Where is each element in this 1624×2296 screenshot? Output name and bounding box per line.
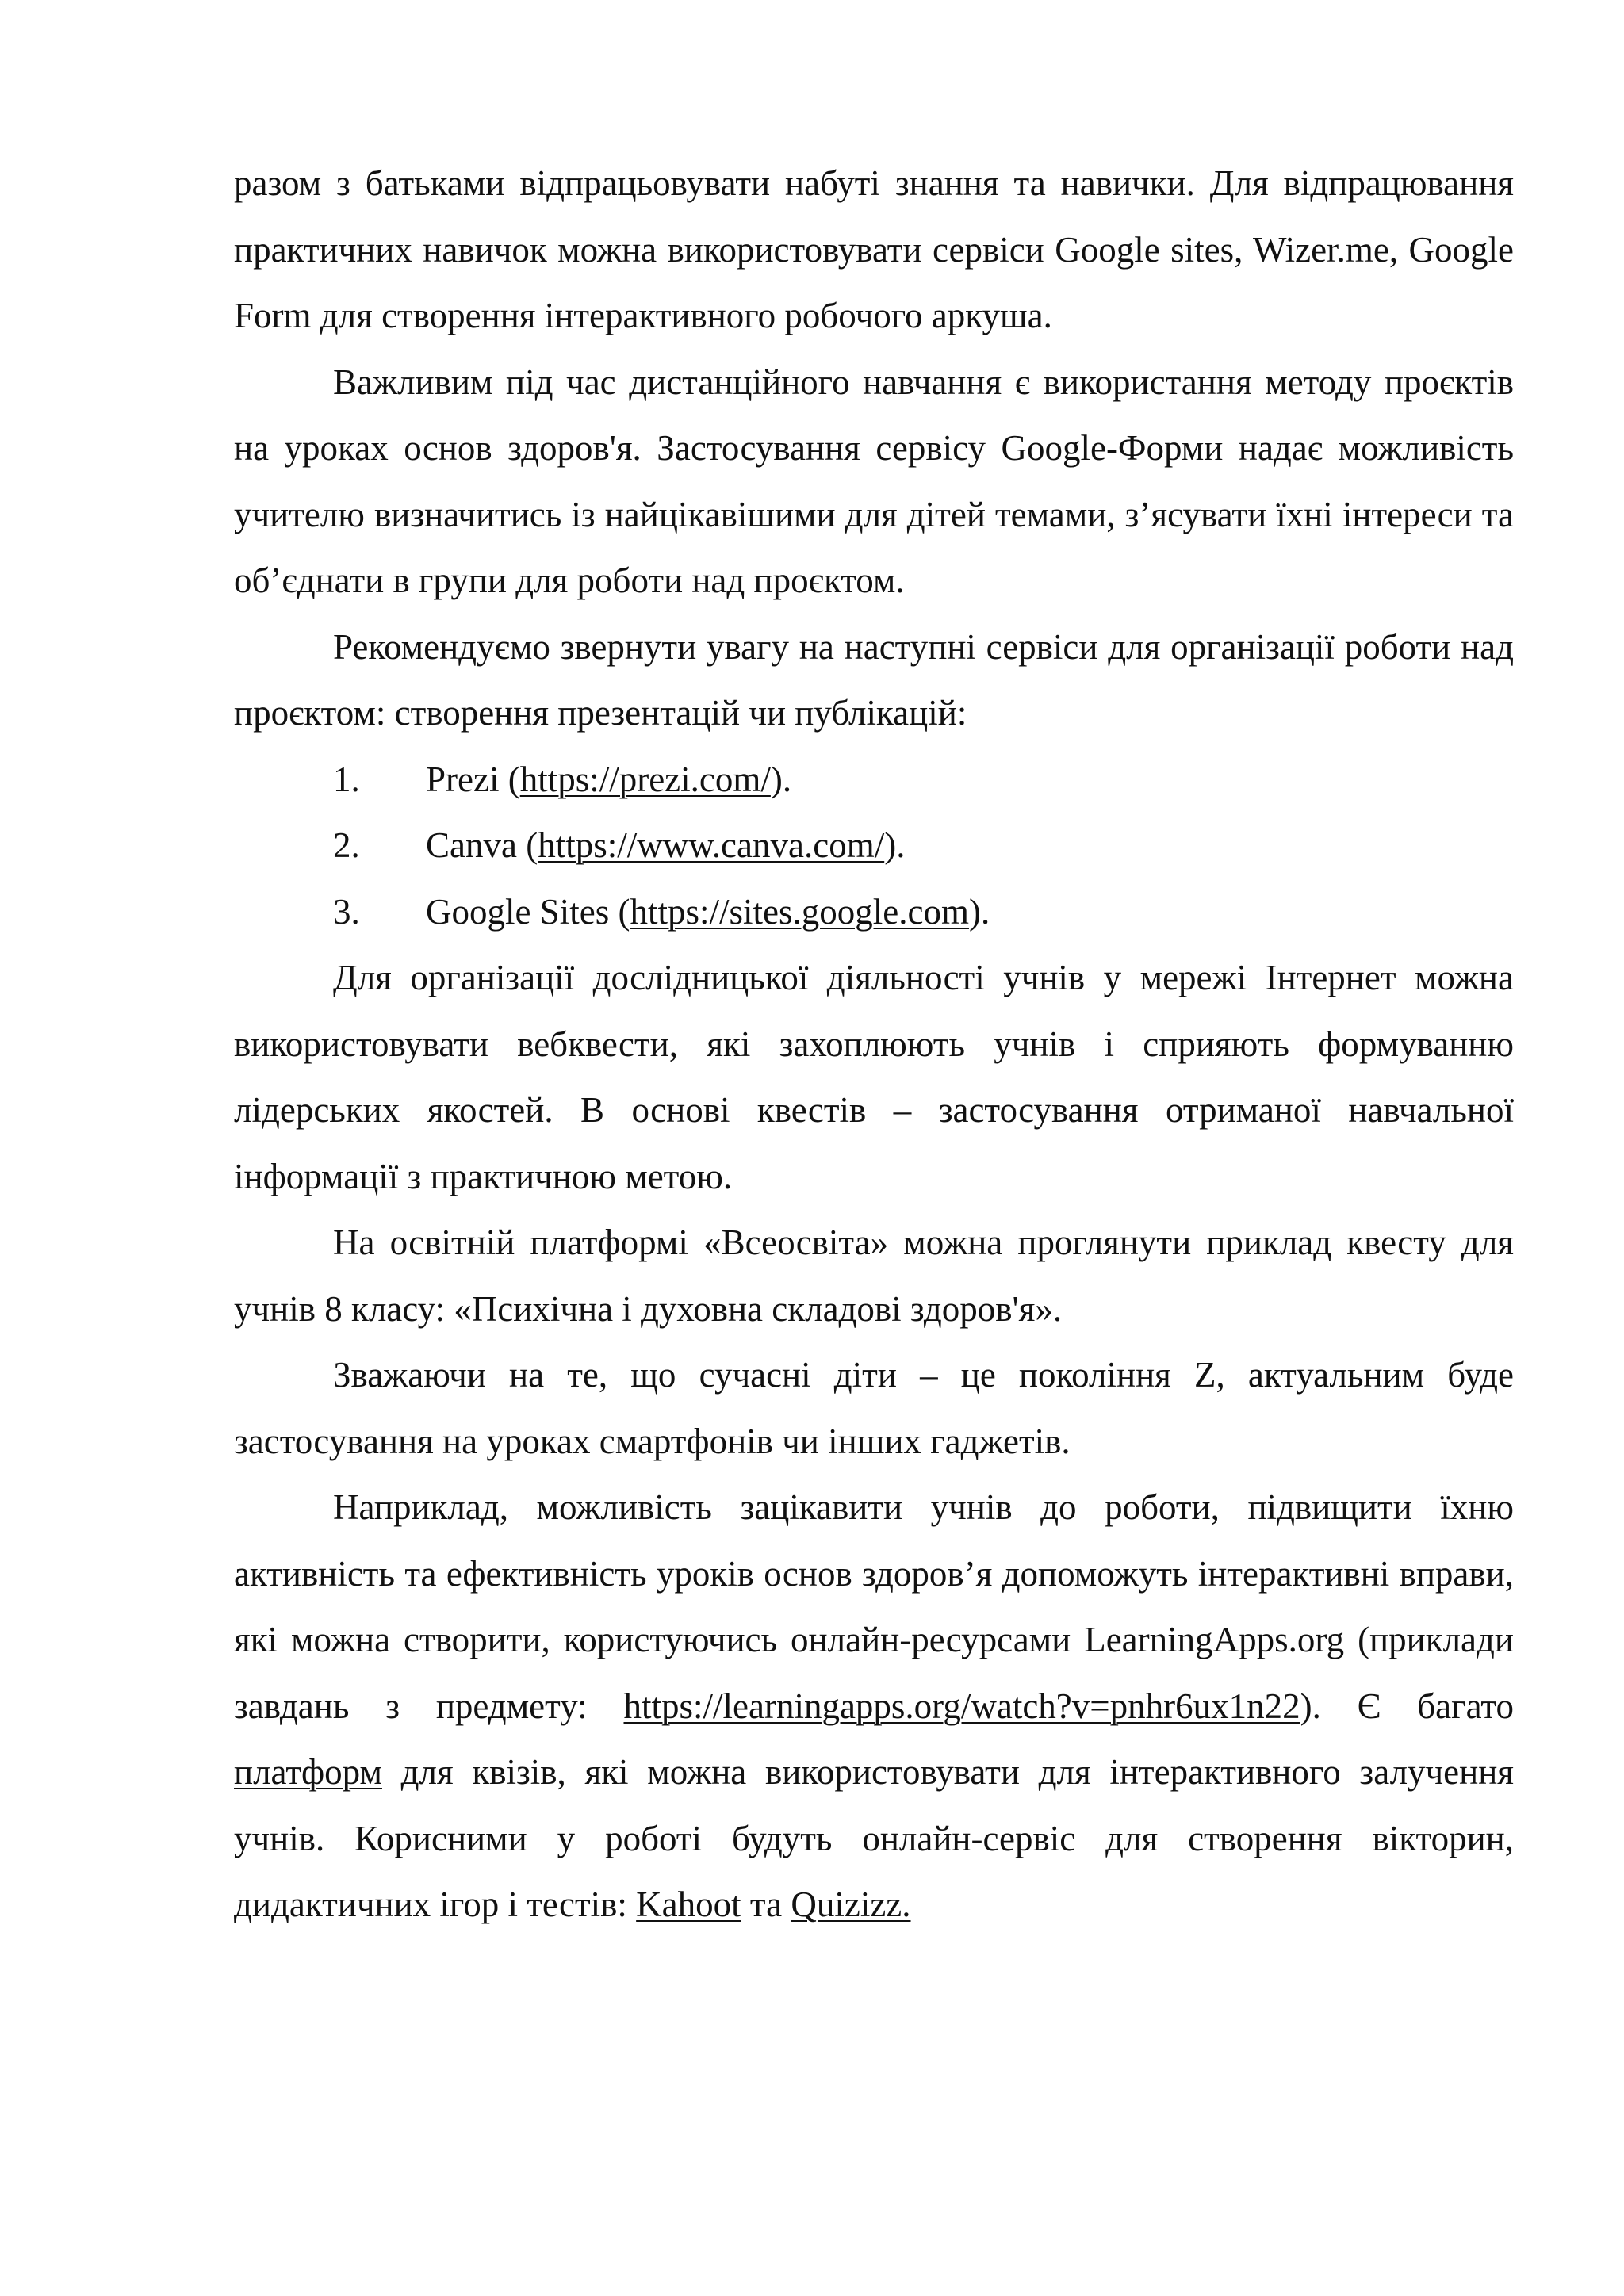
list-item-text [426, 747, 791, 813]
list-item-number: 2. [333, 825, 360, 865]
list-item-name: Google Sites ( [426, 891, 630, 932]
paragraph-7-text-b: ). Є багато [1300, 1686, 1514, 1726]
list-item-name: Prezi ( [426, 759, 520, 799]
paragraph-7-text-d: та [741, 1885, 791, 1924]
list-item-number: 1. [333, 759, 360, 799]
canva-link[interactable]: https://www.canva.com/ [538, 825, 885, 865]
paragraph-4: Для організації дослідницької діяльності учнів у мережі Інтернет можна використовувати вебквести, які захоплюють учнів і сприяють формуванню лідерських якостей. В основі квестів – застосування отриманої навчальної інформації з практичною метою. [234, 958, 1514, 1196]
paragraph-7 [234, 1475, 1514, 1938]
platforms-link[interactable]: платформ [234, 1752, 382, 1792]
list-item-tail: ). [884, 825, 906, 865]
paragraph-6: Зважаючи на те, що сучасні діти – це покоління Z, актуальним буде застосування на уроках смартфонів чи інших гаджетів. [234, 1355, 1514, 1461]
list-item-tail: ). [770, 759, 792, 799]
paragraph-7-text-a: Наприклад, можливість зацікавити учнів до роботи, підвищити їхню активність та ефективність уроків основ здоров’я допоможуть інтерактивні вправи, які можна створити, користуючись онлайн-ресурсами LearningApps.org (приклади завдань з предмету: [234, 1487, 1514, 1726]
paragraph-1: разом з батьками відпрацьовувати набуті знання та навички. Для відпрацювання практичних навичок можна використовувати сервіси Google sites, Wizer.me, Google Form для створення інтерактивного робочого аркуша. [234, 163, 1514, 335]
paragraph-7-text-c: для квізів, які можна використовувати для інтерактивного залучення учнів. Корисними у роботі будуть онлайн-сервіс для створення вікторин, дидактичних ігор і тестів: [234, 1752, 1514, 1924]
paragraph-5: На освітній платформі «Всеосвіта» можна проглянути приклад квесту для учнів 8 класу: «Психічна і духовна складові здоров'я». [234, 1223, 1514, 1329]
list-item-name: Canva ( [426, 825, 538, 865]
list-item [234, 813, 1514, 879]
paragraph-2: Важливим під час дистанційного навчання є використання методу проєктів на уроках основ здоров'я. Застосування сервісу Google-Форми надає можливість учителю визначитись із найцікавішими для дітей темами, з’ясувати їхні інтереси та об’єднати в групи для роботи над проєктом. [234, 362, 1514, 600]
learningapps-link[interactable]: https://learningapps.org/watch?v=pnhr6ux1n22 [623, 1686, 1300, 1726]
google-sites-link[interactable]: https://sites.google.com [630, 891, 969, 932]
prezi-link[interactable]: https://prezi.com/ [519, 759, 771, 799]
quizizz-link[interactable]: Quizizz. [791, 1885, 911, 1924]
kahoot-link[interactable]: Kahoot [636, 1885, 741, 1924]
list-item-text [426, 879, 990, 946]
document-page [234, 151, 1514, 1938]
paragraph-3: Рекомендуємо звернути увагу на наступні сервіси для організації роботи над проєктом: створення презентацій чи публікацій: [234, 626, 1514, 733]
list-item [234, 747, 1514, 813]
services-list [234, 747, 1514, 946]
list-item-number: 3. [333, 891, 360, 932]
list-item [234, 879, 1514, 946]
list-item-text [426, 813, 905, 879]
list-item-tail: ). [968, 891, 990, 932]
